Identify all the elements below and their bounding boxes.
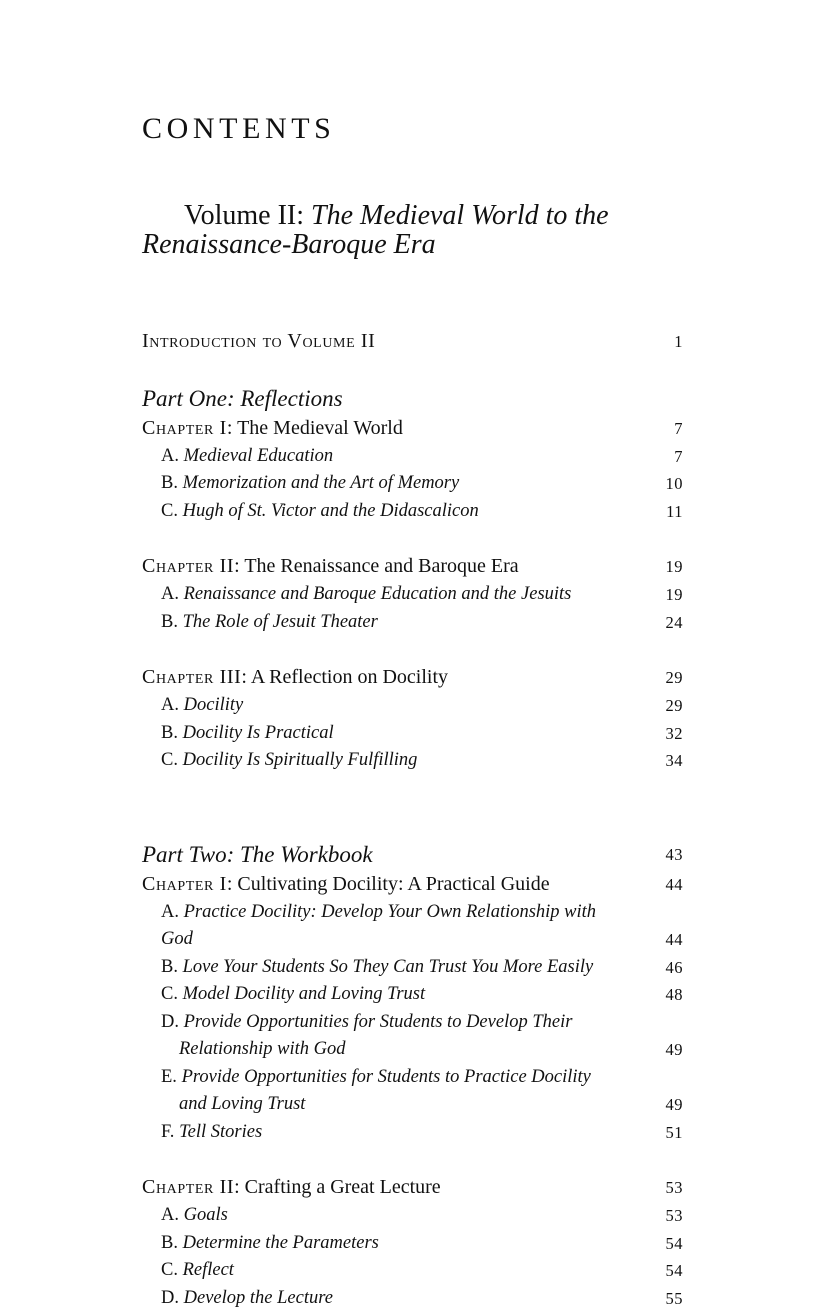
toc-entry[interactable] xyxy=(161,747,683,775)
toc-entry-page-number: 55 xyxy=(639,1285,683,1312)
toc-chapter-text xyxy=(142,552,625,581)
toc-entry-text xyxy=(161,1257,606,1285)
toc-chapter-heading[interactable] xyxy=(142,414,683,443)
toc-entry-text xyxy=(161,981,606,1009)
toc-entry-text xyxy=(161,470,606,498)
toc-chapter-title: The Renaissance and Baroque Era xyxy=(244,555,518,577)
toc-entry-title: Love Your Students So They Can Trust You More Easily xyxy=(183,957,594,977)
toc-chapter-title: Cultivating Docility: A Practical Guide xyxy=(237,873,549,895)
toc-entry[interactable] xyxy=(161,581,683,609)
toc-entry-page-number: 53 xyxy=(639,1202,683,1230)
page-title: CONTENTS xyxy=(142,112,683,146)
toc-entry-title: Develop the Lecture xyxy=(184,1288,333,1308)
toc-chapter-separator: : xyxy=(234,1176,245,1198)
toc-chapter-group xyxy=(142,663,683,775)
toc-chapter-heading[interactable] xyxy=(142,552,683,581)
toc-entry-title: The Role of Jesuit Theater xyxy=(183,612,378,632)
toc-entry[interactable] xyxy=(161,1202,683,1230)
volume-title-italic: The Medieval World to the Renaissance-Baroque Era xyxy=(142,200,616,260)
toc-entry-page-number: 49 xyxy=(639,1091,683,1119)
toc-chapter-title: A Reflection on Docility xyxy=(251,666,448,688)
toc-chapter-page-number: 7 xyxy=(639,414,683,443)
toc-entry-text xyxy=(161,899,606,954)
toc-entry[interactable] xyxy=(161,1257,683,1285)
toc-entry-text xyxy=(161,1064,606,1119)
toc-entry[interactable] xyxy=(161,498,683,526)
toc-chapter-heading[interactable] xyxy=(142,870,683,899)
toc-chapter-heading[interactable] xyxy=(142,1173,683,1202)
toc-entry-text xyxy=(161,1202,606,1230)
toc-entry-text xyxy=(161,609,606,637)
toc-chapter-group xyxy=(142,870,683,1147)
toc-entry-title: Goals xyxy=(184,1205,228,1225)
toc-entry-title: Reflect xyxy=(183,1260,234,1280)
toc-entry-letter: C. xyxy=(161,984,178,1004)
toc-entry-page-number: 46 xyxy=(639,954,683,982)
toc-entry-letter: B. xyxy=(161,1233,178,1253)
front-matter-label: Introduction to Volume II xyxy=(142,328,625,356)
toc-entry-text xyxy=(161,1285,606,1312)
toc-part-heading[interactable] xyxy=(142,839,683,870)
toc-entry-page-number: 44 xyxy=(639,926,683,954)
toc-chapter-title: Crafting a Great Lecture xyxy=(245,1176,441,1198)
toc-entry[interactable] xyxy=(161,1285,683,1312)
toc-content xyxy=(142,112,683,1312)
toc-entry-letter: D. xyxy=(161,1288,179,1308)
toc-entry[interactable] xyxy=(161,981,683,1009)
toc-entry-page-number: 32 xyxy=(639,720,683,748)
toc-entry-text xyxy=(161,1119,606,1147)
toc-entry[interactable] xyxy=(161,470,683,498)
toc-entry[interactable] xyxy=(161,1230,683,1258)
front-matter-page-number: 1 xyxy=(639,328,683,356)
toc-entry-page-number: 34 xyxy=(639,747,683,775)
toc-entry-title: Provide Opportunities for Students to Practice Docility and Loving Trust xyxy=(179,1067,591,1115)
toc-entry[interactable] xyxy=(161,1064,683,1119)
toc-chapter-page-number: 44 xyxy=(639,870,683,899)
toc-entry-text xyxy=(161,692,606,720)
toc-chapter-group xyxy=(142,414,683,526)
toc-entry-page-number: 54 xyxy=(639,1257,683,1285)
toc-chapter-page-number: 53 xyxy=(639,1173,683,1202)
toc-entry-page-number: 11 xyxy=(639,498,683,526)
toc-entry-title: Determine the Parameters xyxy=(183,1233,379,1253)
toc-entry-title: Medieval Education xyxy=(184,446,334,466)
toc-chapter-text xyxy=(142,663,625,692)
toc-chapter-label: Chapter I xyxy=(142,417,227,439)
toc-part xyxy=(142,839,683,1312)
toc-part xyxy=(142,383,683,775)
toc-chapter-label: Chapter III xyxy=(142,666,241,688)
toc-entry-letter: B. xyxy=(161,612,178,632)
toc-chapter-text xyxy=(142,414,625,443)
toc-entry-title: Tell Stories xyxy=(179,1122,262,1142)
toc-entry-page-number: 7 xyxy=(639,443,683,471)
toc-entry-page-number: 54 xyxy=(639,1230,683,1258)
toc-entry-page-number: 49 xyxy=(639,1036,683,1064)
toc-entry-page-number: 48 xyxy=(639,981,683,1009)
toc-chapter-label: Chapter I xyxy=(142,873,227,895)
toc-chapter-title: The Medieval World xyxy=(237,417,403,439)
toc-chapter-separator: : xyxy=(234,555,244,577)
toc-entry-letter: A. xyxy=(161,695,179,715)
toc-entry-page-number: 29 xyxy=(639,692,683,720)
toc-entry[interactable] xyxy=(161,1009,683,1064)
toc-entry-text xyxy=(161,443,606,471)
toc-entry-letter: B. xyxy=(161,957,178,977)
toc-chapter-page-number: 19 xyxy=(639,552,683,581)
toc-entry-text xyxy=(161,747,606,775)
toc-entry-text xyxy=(161,954,606,982)
toc-entry-letter: C. xyxy=(161,501,178,521)
toc-entry-letter: A. xyxy=(161,1205,179,1225)
toc-part-page-number: 43 xyxy=(639,839,683,870)
toc-entry-letter: C. xyxy=(161,750,178,770)
toc-entry-letter: B. xyxy=(161,473,178,493)
toc-entry[interactable] xyxy=(161,1119,683,1147)
toc-entry-title: Practice Docility: Develop Your Own Relationship with God xyxy=(161,902,596,950)
toc-entry-text xyxy=(161,498,606,526)
toc-part-title: Part One: Reflections xyxy=(142,383,625,414)
toc-entry-title: Docility xyxy=(184,695,244,715)
toc-entry-text xyxy=(161,1230,606,1258)
toc-chapter-page-number: 29 xyxy=(639,663,683,692)
toc-entry-letter: D. xyxy=(161,1012,179,1032)
toc-entry-page-number: 51 xyxy=(639,1119,683,1147)
toc-entry-letter: B. xyxy=(161,723,178,743)
toc-chapter-heading[interactable] xyxy=(142,663,683,692)
toc-entry-page-number: 24 xyxy=(639,609,683,637)
toc-entry[interactable] xyxy=(161,899,683,954)
toc-chapter-group xyxy=(142,552,683,636)
toc-chapter-separator: : xyxy=(227,417,237,439)
volume-title xyxy=(142,172,683,288)
toc-entry-letter: E. xyxy=(161,1067,177,1087)
toc-chapter-group xyxy=(142,1173,683,1312)
toc-entry-title: Renaissance and Baroque Education and the Jesuits xyxy=(184,584,572,604)
toc-entry-letter: A. xyxy=(161,902,179,922)
toc-chapter-text xyxy=(142,1173,625,1202)
toc-part-title: Part Two: The Workbook xyxy=(142,839,625,870)
toc-entry-title: Docility Is Spiritually Fulfilling xyxy=(183,750,418,770)
toc-entry[interactable] xyxy=(161,443,683,471)
toc-chapter-separator: : xyxy=(227,873,238,895)
toc-entry[interactable] xyxy=(161,609,683,637)
toc-entry[interactable] xyxy=(161,692,683,720)
toc-chapter-label: Chapter II xyxy=(142,1176,234,1198)
parts-container xyxy=(142,383,683,1312)
toc-entry-letter: C. xyxy=(161,1260,178,1280)
toc-entry-text xyxy=(161,581,606,609)
toc-part-heading[interactable] xyxy=(142,383,683,414)
toc-entry-page-number: 19 xyxy=(639,581,683,609)
toc-entry-letter: A. xyxy=(161,584,179,604)
toc-entry-text xyxy=(161,720,606,748)
toc-chapter-separator: : xyxy=(241,666,250,688)
toc-chapter-text xyxy=(142,870,625,899)
toc-entry-text xyxy=(161,1009,606,1064)
toc-entry-title: Model Docility and Loving Trust xyxy=(183,984,426,1004)
toc-entry-title: Docility Is Practical xyxy=(183,723,334,743)
toc-entry[interactable] xyxy=(161,954,683,982)
toc-entry[interactable] xyxy=(161,720,683,748)
toc-entry-letter: F. xyxy=(161,1122,174,1142)
toc-chapter-label: Chapter II xyxy=(142,555,234,577)
toc-entry-title: Hugh of St. Victor and the Didascalicon xyxy=(183,501,479,521)
volume-title-roman: Volume II: xyxy=(184,200,311,231)
toc-entry-page-number: 10 xyxy=(639,470,683,498)
toc-entry-front-matter[interactable] xyxy=(142,328,683,356)
toc-entry-title: Memorization and the Art of Memory xyxy=(183,473,460,493)
toc-entry-letter: A. xyxy=(161,446,179,466)
toc-entry-title: Provide Opportunities for Students to Develop Their Relationship with God xyxy=(179,1012,572,1060)
